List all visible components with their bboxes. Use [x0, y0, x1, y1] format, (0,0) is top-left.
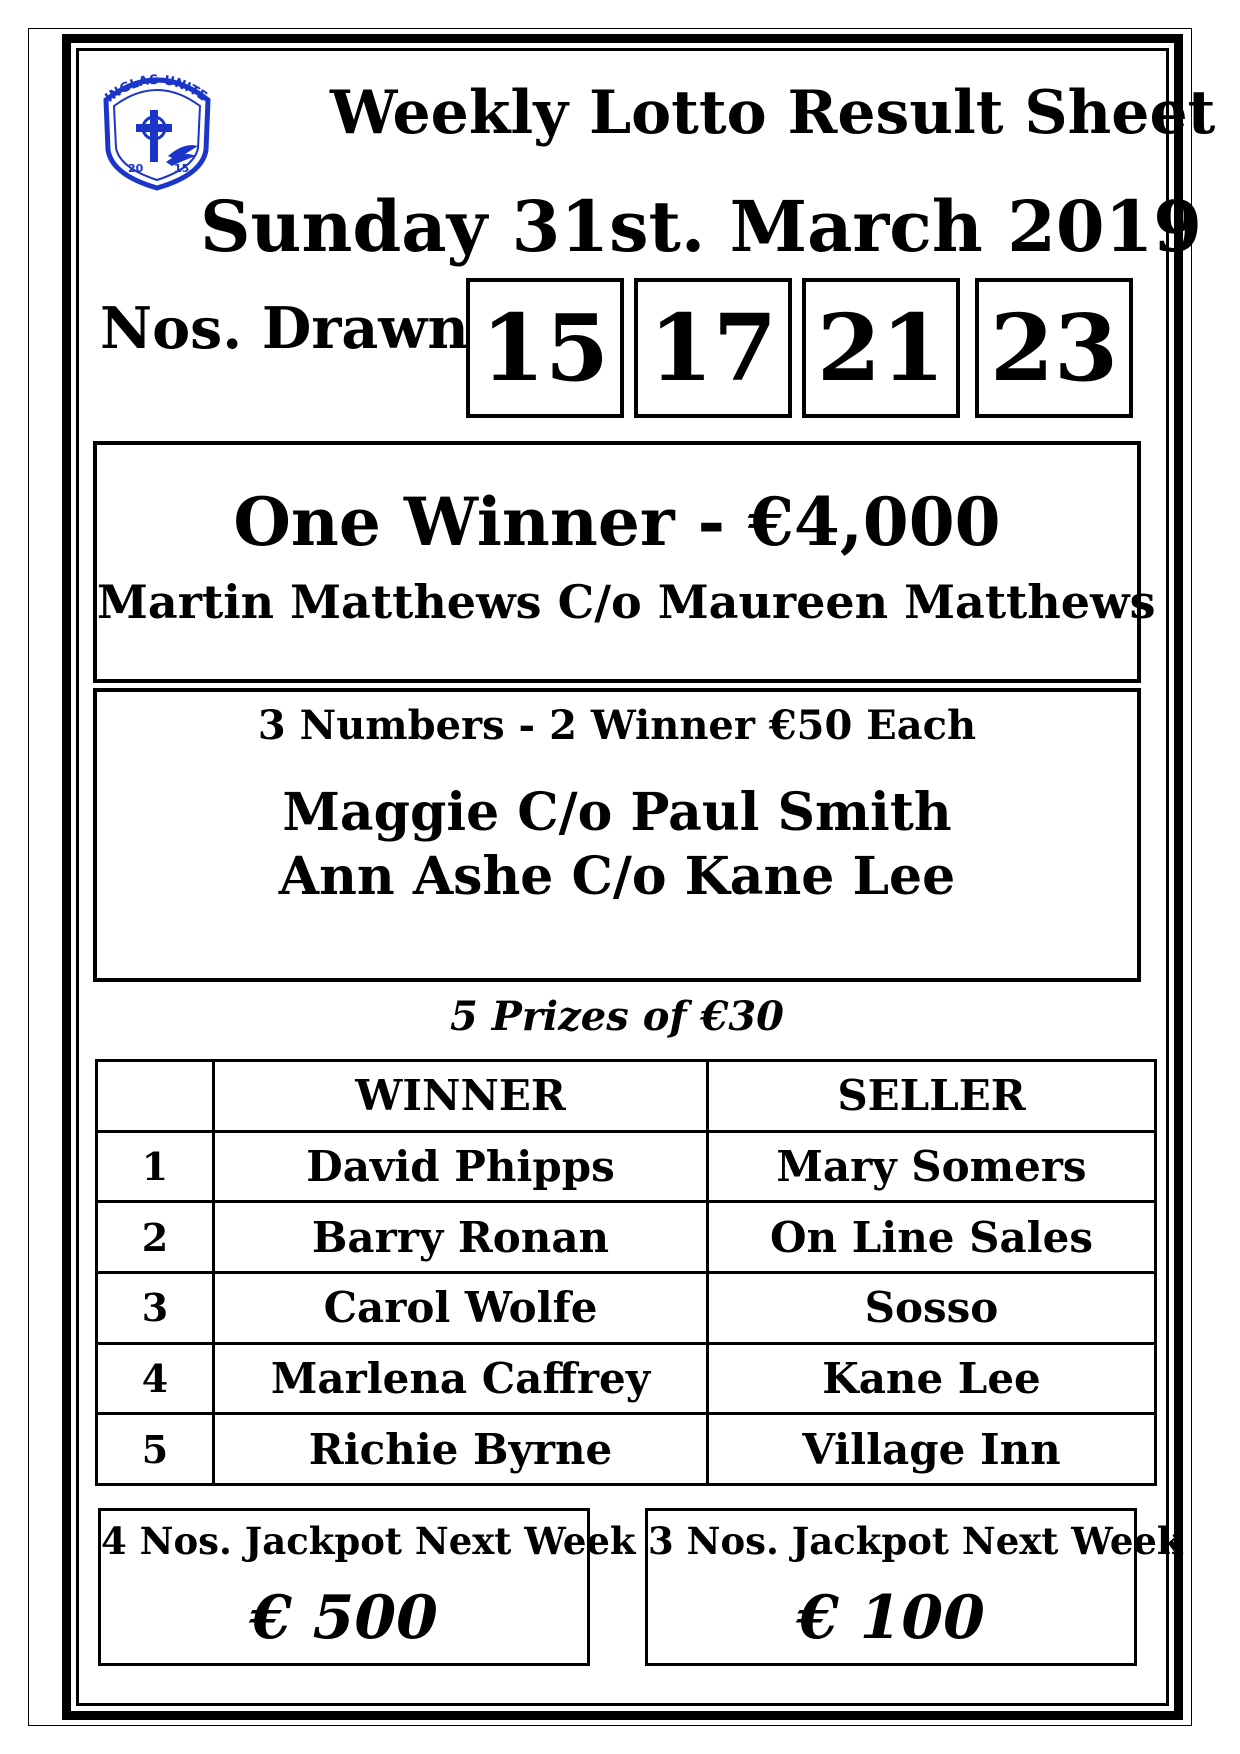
- three-nos-jackpot-box: [645, 1508, 1183, 1666]
- drawn-number-4: 23: [975, 278, 1133, 418]
- row-seller: Kane Lee: [708, 1343, 1156, 1414]
- logo-text: INGLAS UNITE: [102, 72, 210, 106]
- table-row: [97, 1202, 1156, 1273]
- table-header-seller: SELLER: [708, 1061, 1156, 1132]
- three-numbers-headline: 3 Numbers - 2 Winner €50 Each: [257, 702, 977, 749]
- row-winner: Barry Ronan: [214, 1202, 708, 1273]
- four-nos-jackpot-value: € 500: [250, 1583, 438, 1653]
- prizes-table: [95, 1059, 1157, 1486]
- drawn-number-3: 21: [802, 278, 960, 418]
- row-winner: Marlena Caffrey: [214, 1343, 708, 1414]
- row-winner: David Phipps: [214, 1131, 708, 1202]
- drawn-number-2: 17: [634, 278, 792, 418]
- row-seller: Mary Somers: [708, 1131, 1156, 1202]
- three-numbers-winner-2: Ann Ashe C/o Kane Lee: [278, 846, 956, 907]
- three-numbers-box: [93, 688, 1141, 982]
- logo-year-left: 20: [128, 162, 144, 175]
- jackpot-result-box: [93, 441, 1156, 683]
- table-row: [97, 1343, 1156, 1414]
- sheet-title: Weekly Lotto Result Sheet: [330, 78, 1216, 148]
- row-index: 1: [97, 1131, 214, 1202]
- three-numbers-winner-1: Maggie C/o Paul Smith: [282, 782, 952, 843]
- row-seller: Sosso: [708, 1272, 1156, 1343]
- three-nos-jackpot-label: 3 Nos. Jackpot Next Week: [648, 1519, 1183, 1563]
- jackpot-headline: One Winner - €4,000: [233, 483, 1001, 561]
- row-index: 3: [97, 1272, 214, 1343]
- table-header-index: [97, 1061, 214, 1132]
- drawn-number-1: 15: [466, 278, 624, 418]
- table-row: [97, 1131, 1156, 1202]
- row-index: 4: [97, 1343, 214, 1414]
- jackpot-winner: Martin Matthews C/o Maureen Matthews: [97, 575, 1156, 629]
- row-winner: Richie Byrne: [214, 1414, 708, 1485]
- table-row: [97, 1414, 1156, 1485]
- prizes-title: 5 Prizes of €30: [449, 993, 785, 1040]
- logo-year-right: 15: [174, 162, 190, 175]
- row-seller: On Line Sales: [708, 1202, 1156, 1273]
- row-index: 2: [97, 1202, 214, 1273]
- row-winner: Carol Wolfe: [214, 1272, 708, 1343]
- numbers-drawn-label: Nos. Drawn: [100, 295, 469, 362]
- row-seller: Village Inn: [708, 1414, 1156, 1485]
- table-header-row: [97, 1061, 1156, 1132]
- table-row: [97, 1272, 1156, 1343]
- club-crest-logo: [92, 60, 222, 192]
- four-nos-jackpot-label: 4 Nos. Jackpot Next Week: [101, 1519, 636, 1563]
- three-nos-jackpot-value: € 100: [797, 1583, 985, 1653]
- table-header-winner: WINNER: [214, 1061, 708, 1132]
- draw-date: Sunday 31st. March 2019: [200, 185, 1203, 268]
- row-index: 5: [97, 1414, 214, 1485]
- four-nos-jackpot-box: [98, 1508, 636, 1666]
